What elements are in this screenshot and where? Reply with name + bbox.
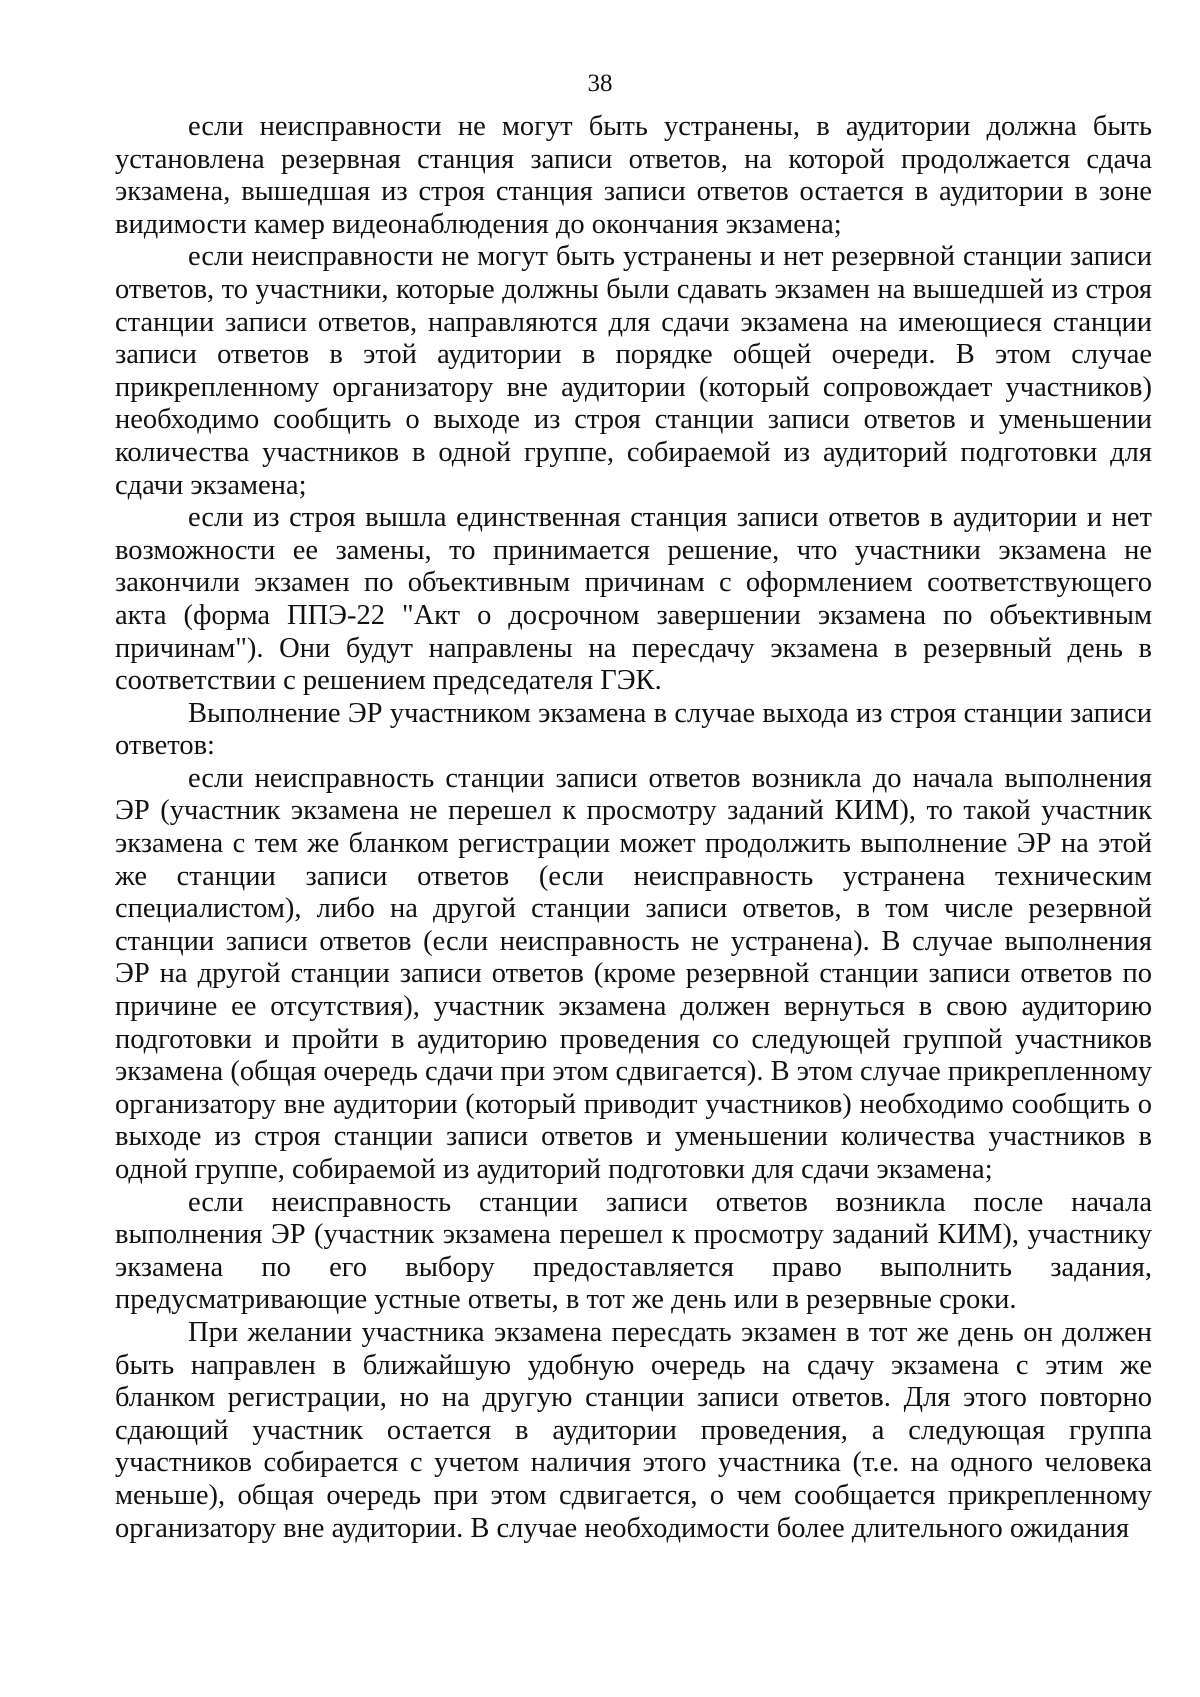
paragraph-1: если неисправности не могут быть устранены, в аудитории должна быть установлена резервная станция записи ответов, на которой продолжается сдача экзамена, вышедшая из строя станция записи ответов остается в аудитории в зоне видимости камер видеонаблюдения до окончания экзамена; <box>115 111 1152 240</box>
page-number: 38 <box>587 70 613 97</box>
paragraph-3: если из строя вышла единственная станция записи ответов в аудитории и нет возможности ее замены, то принимается решение, что участники экзамена не закончили экзамен по объективным причинам с оформлением соответствующего акта (форма ППЭ-22 "Акт о досрочном завершении экзамена по объективным причинам"). Они будут направлены на пересдачу экзамена в резервный день в соответствии с решением председателя ГЭК. <box>115 502 1152 697</box>
paragraph-2: если неисправности не могут быть устранены и нет резервной станции записи ответов, то участники, которые должны были сдавать экзамен на вышедшей из строя станции записи ответов, направляются для сдачи экзамена на имеющиеся станции записи ответов в этой аудитории в порядке общей очереди. В этом случае прикрепленному организатору вне аудитории (который сопровождает участников) необходимо сообщить о выходе из строя станции записи ответов и уменьшении количества участников в одной группе, собираемой из аудиторий подготовки для сдачи экзамена; <box>115 241 1152 501</box>
paragraph-4: Выполнение ЭР участником экзамена в случае выхода из строя станции записи ответов: <box>115 697 1152 762</box>
document-body <box>115 111 1152 1545</box>
paragraph-5: если неисправность станции записи ответов возникла до начала выполнения ЭР (участник экзамена не перешел к просмотру заданий КИМ), то такой участник экзамена с тем же бланком регистрации может продолжить выполнение ЭР на этой же станции записи ответов (если неисправность устранена техническим специалистом), либо на другой станции записи ответов, в том числе резервной станции записи ответов (если неисправность не устранена). В случае выполнения ЭР на другой станции записи ответов (кроме резервной станции записи ответов по причине ее отсутствия), участник экзамена должен вернуться в свою аудиторию подготовки и пройти в аудиторию проведения со следующей группой участников экзамена (общая очередь сдачи при этом сдвигается). В этом случае прикрепленному организатору вне аудитории (который приводит участников) необходимо сообщить о выходе из строя станции записи ответов и уменьшении количества участников в одной группе, собираемой из аудиторий подготовки для сдачи экзамена; <box>115 762 1152 1185</box>
paragraph-6: если неисправность станции записи ответов возникла после начала выполнения ЭР (участник экзамена перешел к просмотру заданий КИМ), участнику экзамена по его выбору предоставляется право выполнить задания, предусматривающие устные ответы, в тот же день или в резервные сроки. <box>115 1186 1152 1316</box>
paragraph-7: При желании участника экзамена пересдать экзамен в тот же день он должен быть направлен в ближайшую удобную очередь на сдачу экзамена с этим же бланком регистрации, но на другую станции записи ответов. Для этого повторно сдающий участник остается в аудитории проведения, а следующая группа участников собирается с учетом наличия этого участника (т.е. на одного человека меньше), общая очередь при этом сдвигается, о чем сообщается прикрепленному организатору вне аудитории. В случае необходимости более длительного ожидания <box>115 1316 1152 1544</box>
